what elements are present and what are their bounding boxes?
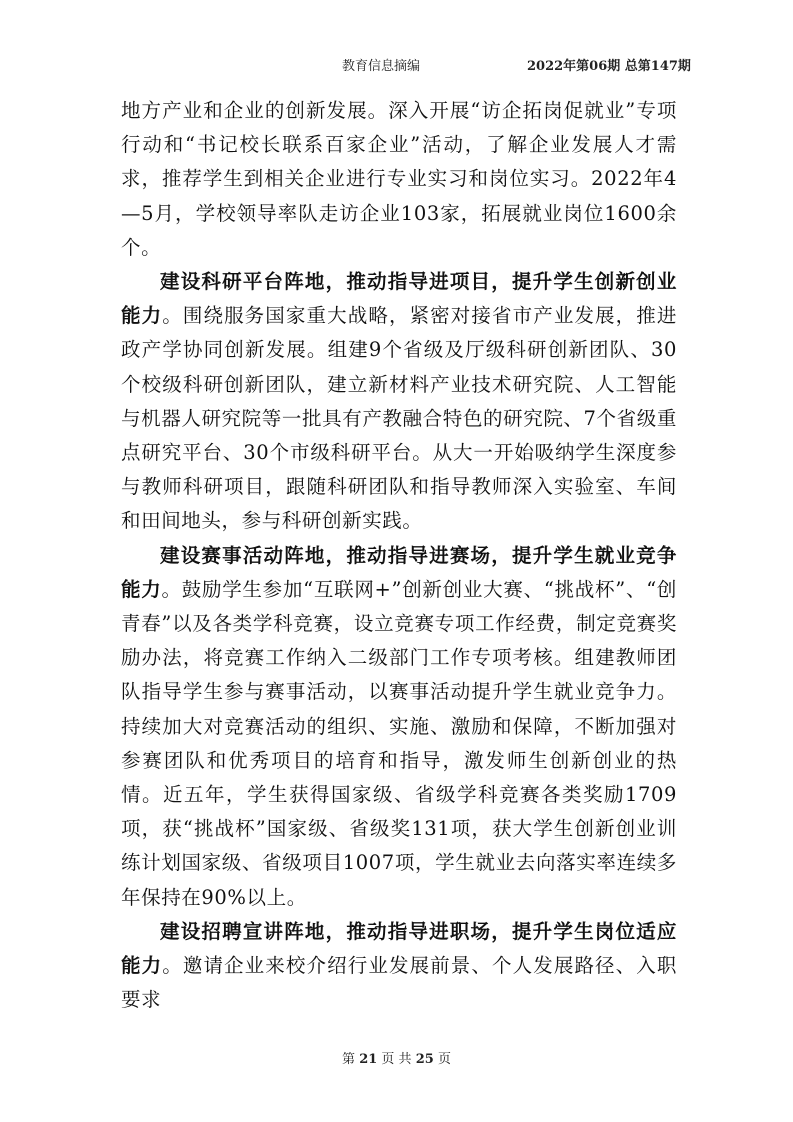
page-prefix: 第	[342, 1052, 356, 1067]
paragraph-text: 。围绕服务国家重大战略，紧密对接省市产业发展，推进政产学协同创新发展。组建9个省级及厅级科研创新团队、30个校级科研创新团队，建立新材料产业技术研究院、人工智能与机器人研究院等一批具有产教融合特色的研究院、7个省级重点研究平台、30个市级科研平台。从大一开始吸纳学生深度参与教师科研项目，跟随科研团队和指导教师深入实验室、车间和田间地头，参与科研创新实践。	[121, 304, 677, 533]
paragraph-lead: 建设科研平台阵地，推动指导进项目，提升学生创新创业能力	[121, 270, 677, 328]
page-middle: 页 共	[381, 1052, 412, 1067]
current-page-number: 21	[359, 1052, 378, 1067]
page-suffix: 页	[437, 1052, 451, 1067]
article-body	[121, 94, 677, 1017]
paragraph-lead: 建设招聘宣讲阵地，推动指导进职场，提升学生岗位适应能力	[121, 919, 677, 978]
page-footer	[0, 1048, 793, 1067]
paragraph-research-platform	[121, 265, 677, 539]
page-header	[0, 55, 793, 75]
paragraph-continued	[121, 94, 677, 265]
paragraph-lead: 建设赛事活动阵地，推动指导进赛场，提升学生就业竞争能力	[121, 543, 677, 601]
paragraph-competition	[121, 539, 677, 915]
paragraph-recruitment	[121, 915, 677, 1018]
paragraph-text: 。鼓励学生参加“互联网+”创新创业大赛、“挑战杯”、“创青春”以及各类学科竞赛，设立竞赛专项工作经费，制定竞赛奖励办法，将竞赛工作纳入二级部门工作专项考核。组建教师团队指导学生参与赛事活动，以赛事活动提升学生就业竞争力。持续加大对竞赛活动的组织、实施、激励和保障，不断加强对参赛团队和优秀项目的培育和指导，激发师生创新创业的热情。近五年，学生获得国家级、省级学科竞赛各类奖励1709项，获“挑战杯”国家级、省级奖131项，获大学生创新创业训练计划国家级、省级项目1007项，学生就业去向落实率连续多年保持在90%以上。	[121, 577, 678, 909]
paragraph-text: 地方产业和企业的创新发展。深入开展“访企拓岗促就业”专项行动和“书记校长联系百家企业”活动，了解企业发展人才需求，推荐学生到相关企业进行专业实习和岗位实习。2022年4—5月，学校领导率队走访企业103家，拓展就业岗位1600余个。	[121, 99, 677, 259]
issue-info: 2022年第06期 总第147期	[527, 59, 691, 74]
journal-name: 教育信息摘编	[342, 59, 421, 74]
paragraph-text: 。邀请企业来校介绍行业发展前景、个人发展路径、入职要求	[121, 954, 677, 1012]
total-pages-number: 25	[415, 1052, 434, 1067]
